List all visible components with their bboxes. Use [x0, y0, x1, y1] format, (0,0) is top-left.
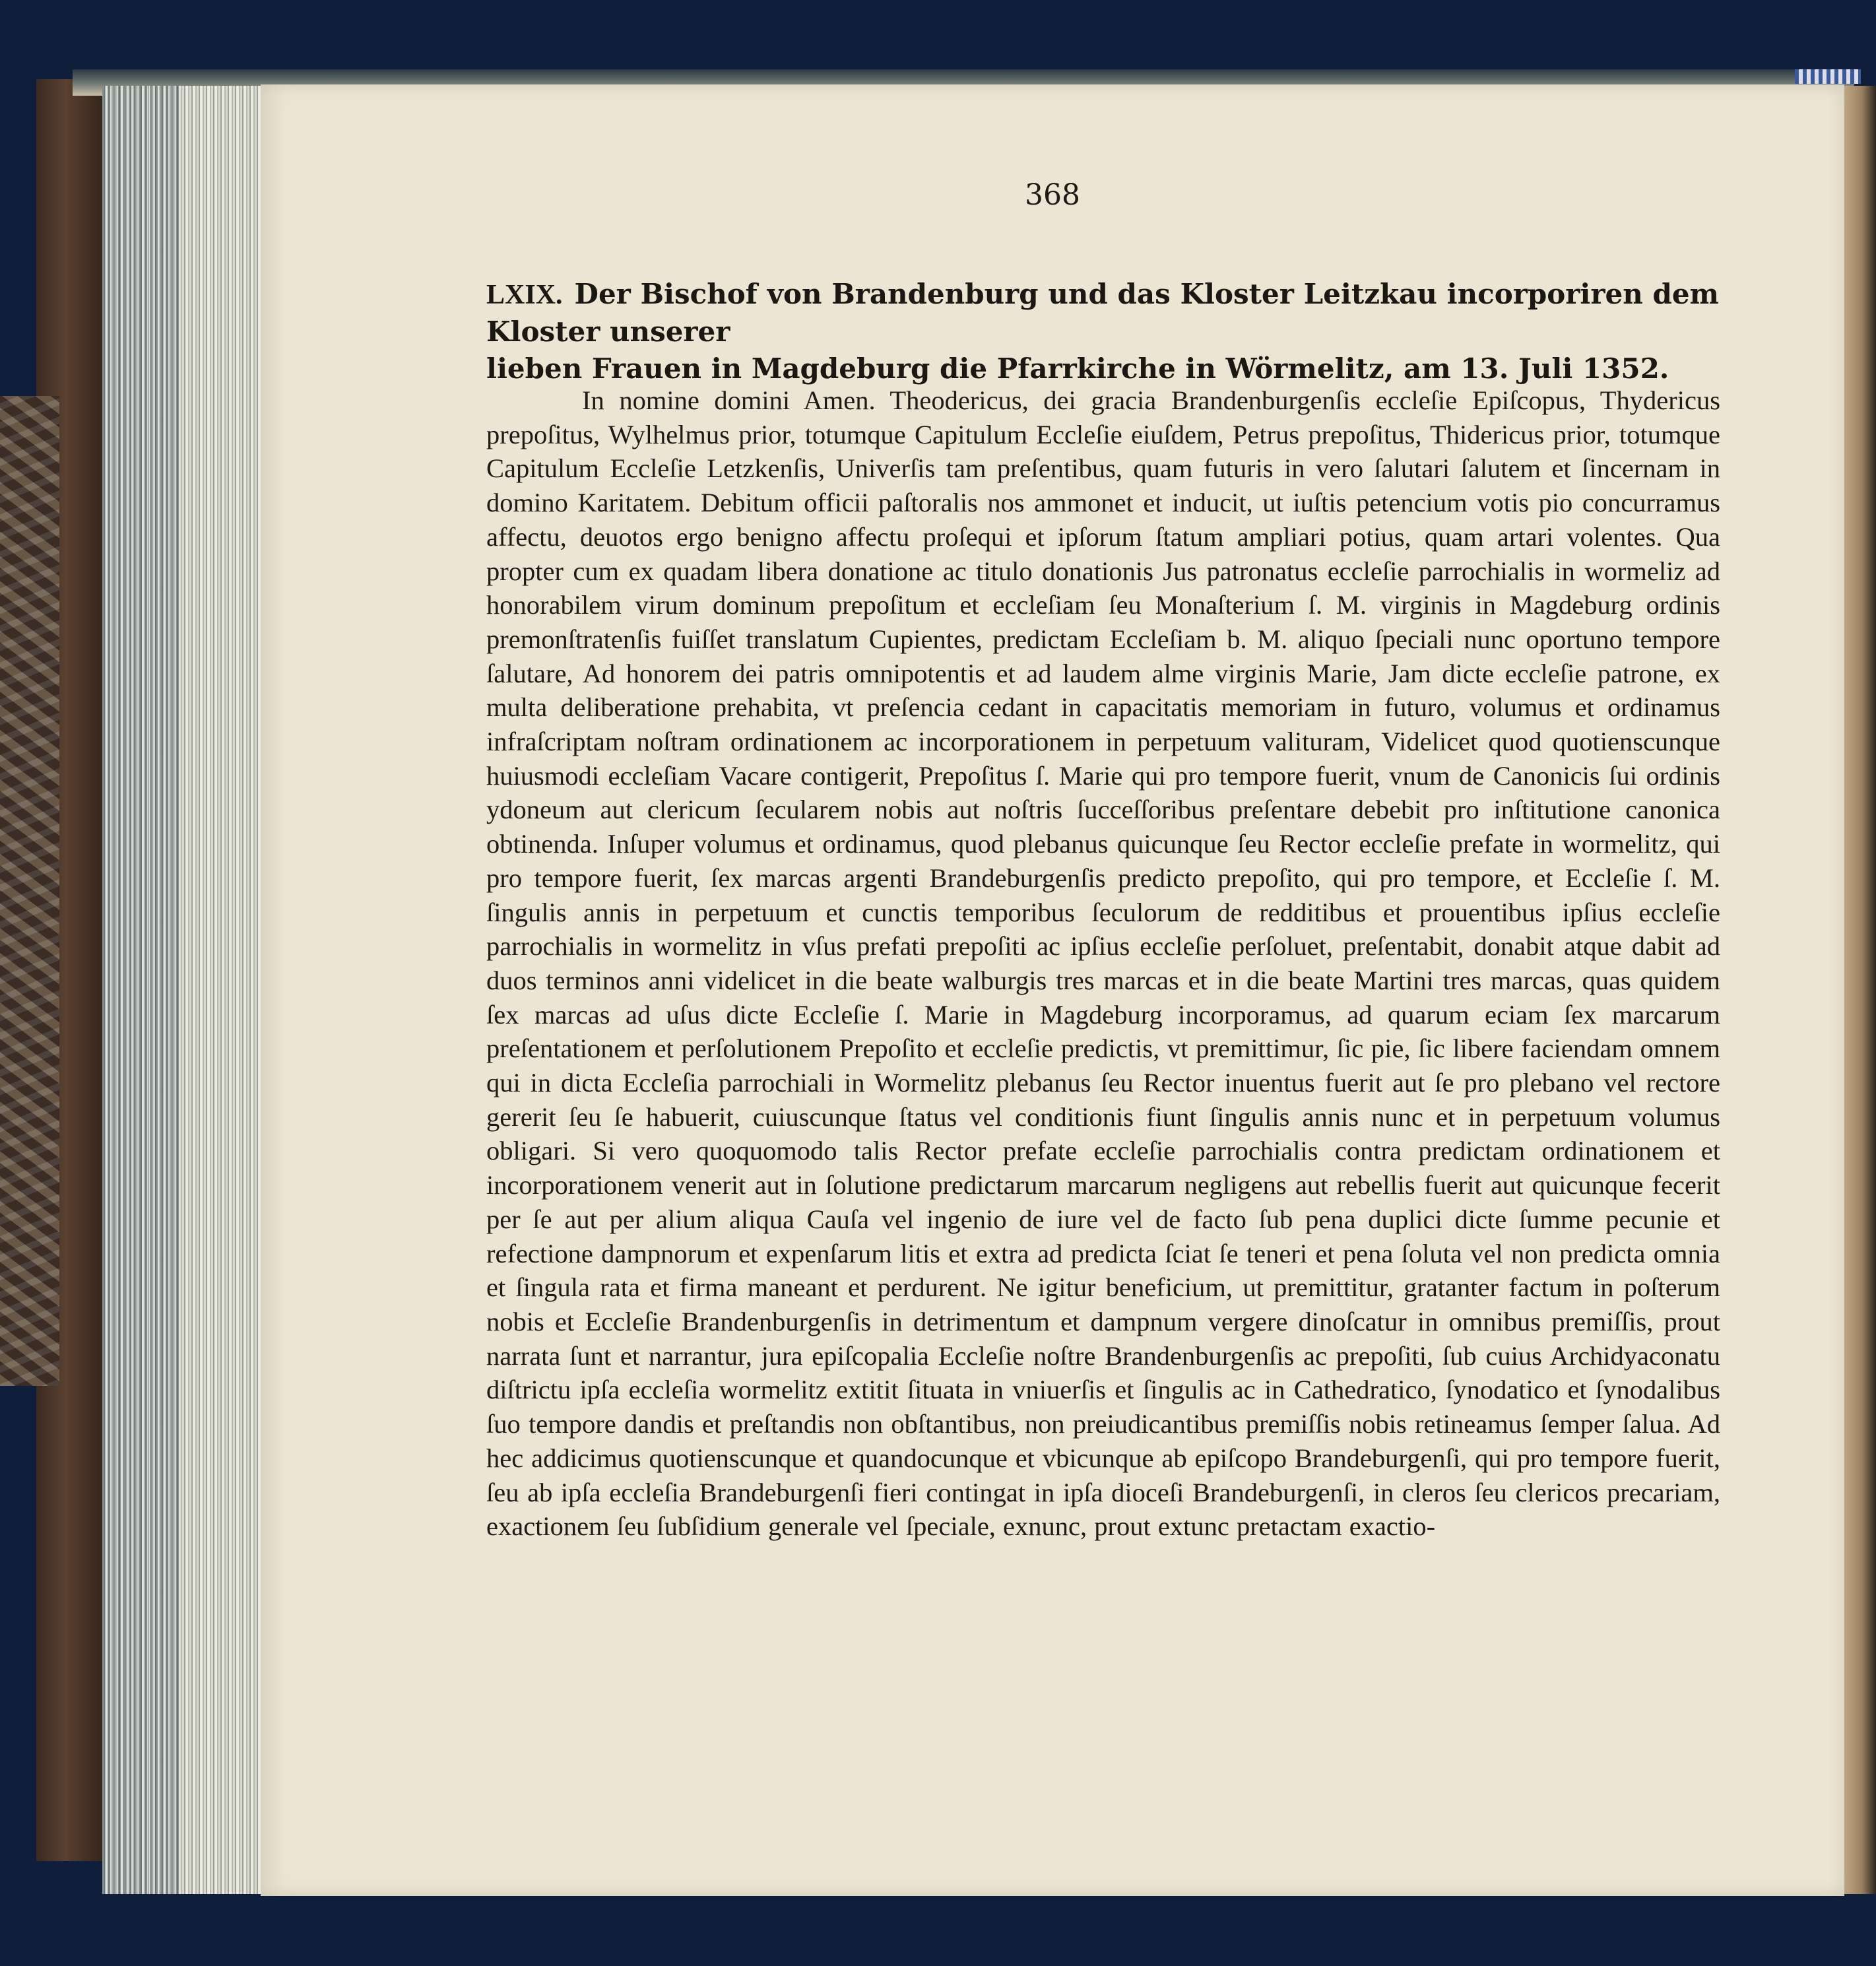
book-right-edge: [1841, 86, 1876, 1894]
document-body-text: In nomine domini Amen. Theodericus, dei gracia Brandenburgenſis eccleſie Epiſcopus, Thydericus prepoſitus, Wylhelmus prior, totumque Capitulum Eccleſie eiuſdem, Petrus prepoſitus, Thidericus prior, totumque Capitulum Eccleſie Letzkenſis, Univerſis tam preſentibus, quam futuris in vero ſalutari ſalutem et ſincernam in domino Karitatem. Debitum officii paſtoralis nos ammonet et inducit, ut iuſtis petencium votis pio concurramus affectu, deuotos ergo benigno affectu proſequi et ipſorum ſtatum ampliari potius, quam artari volentes. Qua propter cum ex quadam libera donatione ac titulo donationis Jus patronatus eccleſie parrochialis in wormeliz ad honorabilem virum dominum prepoſitum et eccleſiam ſeu Monaſterium ſ. M. virginis in Magdeburg ordinis premonſtratenſis fuiſſet translatum Cupientes, predictam Eccleſiam b. M. aliquo ſpeciali nunc oportuno tempore ſalutare, Ad honorem dei patris omnipotentis et ad laudem alme virginis Marie, Jam dicte eccleſie patrone, ex multa deliberatione prehabita, vt preſencia cedant in capacitatis memoriam in futuro, volumus et ordinamus infraſcriptam noſtram ordinationem ac incorporationem in perpetuum valituram, Videlicet quod quotienscunque huiusmodi eccleſiam Vacare contigerit, Prepoſitus ſ. Marie qui pro tempore fuerit, vnum de Canonicis ſui ordinis ydoneum aut clericum ſecularem nobis aut noſtris ſucceſſoribus preſentare debebit pro inſtitutione canonica obtinenda. Inſuper volumus et ordinamus, quod plebanus quicunque ſeu Rector eccleſie prefate in wormelitz, qui pro tempore fuerit, ſex marcas argenti Brandeburgenſis predicto prepoſito, qui pro tempore, et Eccleſie ſ. M. ſingulis annis in perpetuum et cunctis temporibus ſeculorum de redditibus et prouentibus ipſius eccleſie parrochialis in wormelitz in vſus prefati prepoſiti ac ipſius eccleſie perſoluet, preſentabit, donabit atque dabit ad duos terminos anni videlicet in die beate walburgis tres marcas et in die beate Martini tres marcas, quas quidem ſex marcas ad uſus dicte Eccleſie ſ. Marie in Magdeburg incorporamus, ad quarum eciam ſex marcarum preſentationem et perſolutionem Prepoſito et eccleſie predictis, vt premittimur, ſic pie, ſic libere faciendam omnem qui in dicta Eccleſia parrochiali in Wormelitz plebanus ſeu Rector inuentus fuerit aut ſe pro plebano vel rectore gererit ſeu ſe habuerit, cuiuscunque ſtatus vel conditionis fiunt ſingulis annis nunc et in perpetuum volumus obligari. Si vero quoquomodo talis Rector prefate eccleſie parrochialis contra predictam ordinationem et incorporationem venerit aut in ſolutione predictarum marcarum negligens aut rebellis fuerit aut quicunque fecerit per ſe aut per alium aliqua Cauſa vel ingenio de iure vel de facto ſub pena duplici dicte ſumme pecunie et refectione dampnorum et expenſarum litis et extra ad predicta ſciat ſe teneri et pena ſoluta vel non predicta omnia et ſingula rata et firma maneant et perdurent. Ne igitur beneficium, ut premittitur, gratanter factum in poſterum nobis et Eccleſie Brandenburgenſis in detrimentum et dampnum vergere dinoſcatur in omnibus premiſſis, prout narrata ſunt et narrantur, jura epiſcopalia Eccleſie noſtre Brandenburgenſis ac prepoſiti, ſub cuius Archidyaconatu diſtrictu ipſa eccleſia wormelitz extitit ſituata in vniuerſis et ſingulis ac in Cathedratico, ſynodatico et ſynodalibus ſuo tempore dandis et preſtandis non obſtantibus, non preiudicantibus premiſſis nobis retineamus ſemper ſalua. Ad hec addicimus quotienscunque et quandocunque et vbicunque ab epiſcopo Brandeburgenſi, qui pro tempore fuerit, ſeu ab ipſa eccleſia Brandeburgenſi fieri contingat in ipſa dioceſi Brandeburgenſi, in cleros ſeu clericos precariam, exactionem ſeu ſubſidium generale vel ſpeciale, exnunc, prout extunc pretactam exactio-: [486, 385, 1720, 1542]
document-title-line-1: Der Bischof von Brandenburg und das Kloster Leitzkau incorporiren dem Kloster unserer: [486, 278, 1719, 348]
document-number: LXIX.: [486, 280, 563, 310]
bookmark-ribbon: [1795, 69, 1861, 84]
book-page: [261, 84, 1844, 1896]
page-stack-shadow: [102, 86, 181, 1894]
document-title-line-2: lieben Frauen in Magdeburg die Pfarrkirche in Wörmelitz, am 13. Juli 1352.: [486, 352, 1669, 385]
document-title: [486, 276, 1719, 387]
marbled-endpaper: [0, 396, 59, 1386]
page-number: 368: [1025, 178, 1080, 212]
